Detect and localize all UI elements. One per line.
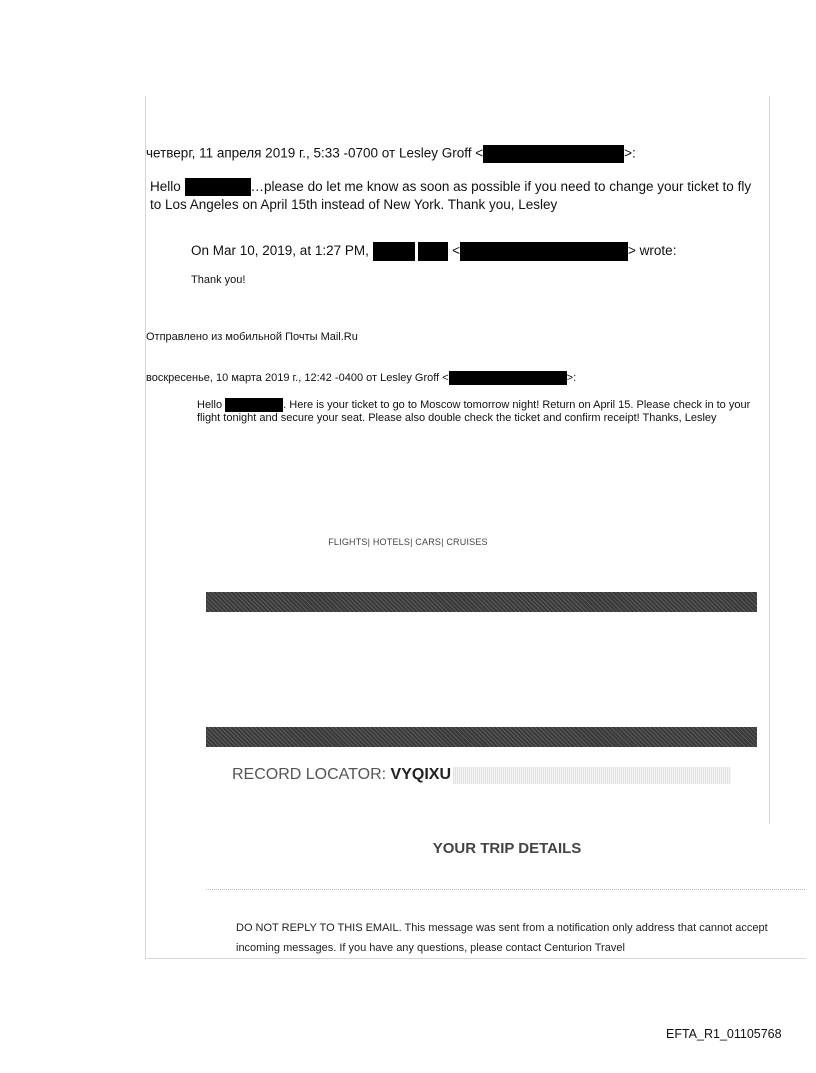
record-locator-label: RECORD LOCATOR: [232,766,387,783]
trip-divider [206,889,806,890]
quoted-body: Thank you! [191,274,246,286]
original-header-close: >: [566,371,577,384]
redaction-block [460,242,628,261]
mobile-signature: Отправлено из мобильной Почты Mail.Ru [146,331,358,343]
reply-greeting: Hello [150,179,181,194]
reply-body [150,178,760,213]
redaction-block [418,242,448,261]
frame-right-border [769,96,770,824]
trip-details-heading: YOUR TRIP DETAILS [432,840,582,857]
original-text: . Here is your ticket to go to Moscow tomorrow night! Return on April 15. Please check in to your flight tonight and secure your seat. Please also double check the ticket and confirm receipt! Thanks, Lesley [197,398,751,424]
no-reply-notice: DO NOT REPLY TO THIS EMAIL. This message was sent from a notification only address that cannot accept incoming messages. If you have any questions, please contact Centurion Travel [236,922,768,954]
original-header [146,371,576,385]
original-header-text: воскресенье, 10 марта 2019 г., 12:42 -0400 от Lesley Groff < [146,371,449,384]
document-id: EFTA_R1_01105768 [666,1027,782,1041]
reply-header-text: четверг, 11 апреля 2019 г., 5:33 -0700 от Lesley Groff < [146,145,484,161]
record-locator-value: VYQIXU [390,766,452,783]
reply-header-close: >: [624,145,636,161]
quoted-header [191,242,676,261]
original-greeting: Hello [197,398,223,411]
redaction-block [373,242,415,261]
quoted-lt: < [452,243,461,259]
redaction-block [225,398,283,412]
footer-banner-bar [206,727,757,747]
original-body [197,398,765,425]
header-banner-bar [206,592,757,612]
redaction-block [483,145,624,163]
quoted-prefix: On Mar 10, 2019, at 1:27 PM, [191,243,369,259]
reply-text: …please do let me know as soon as possible if you need to change your ticket to fly to Los Angeles on April 15th instead of New York. Thank you, Lesley [150,179,752,213]
itinerary-nav-links: FLIGHTS| HOTELS| CARS| CRUISES [328,537,488,547]
reply-header [146,145,636,163]
redaction-block [449,371,567,385]
quoted-suffix: > wrote: [628,243,677,259]
record-locator [232,766,451,784]
redaction-block [185,178,251,196]
frame-bottom-border [145,958,806,959]
record-locator-shading [453,767,731,784]
frame-left-border [145,96,146,958]
